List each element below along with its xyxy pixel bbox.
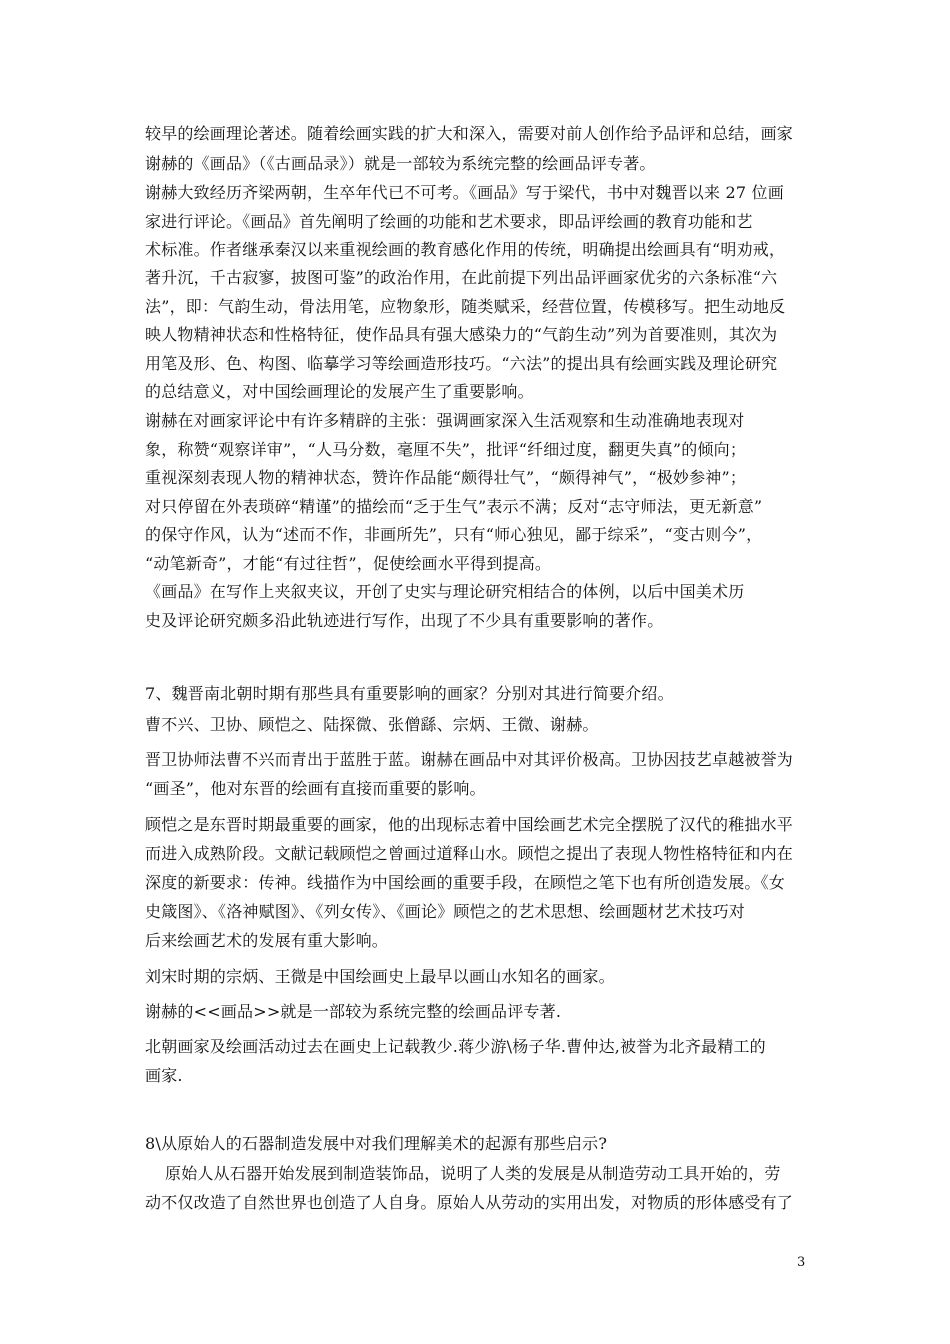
text-line: 而进入成熟阶段。文献记载顾恺之曾画过道释山水。顾恺之提出了表现人物性格特征和内在 — [145, 844, 794, 863]
text-line: 顾恺之是东晋时期最重要的画家，他的出现标志着中国绘画艺术完全摆脱了汉代的稚拙水平 — [145, 815, 794, 834]
question-heading: 7、魏晋南北朝时期有那些具有重要影响的画家？分别对其进行简要介绍。 — [145, 684, 674, 703]
text-line: 家进行评论。《画品》首先阐明了绘画的功能和艺术要求，即品评绘画的教育功能和艺 — [145, 212, 753, 231]
text-line: 术标准。作者继承秦汉以来重视绘画的教育感化作用的传统，明确提出绘画具有“明劝戒， — [145, 240, 786, 259]
text-line: 深度的新要求：传神。线描作为中国绘画的重要手段，在顾恺之笔下也有所创造发展。《女 — [145, 873, 786, 892]
text-line: “画圣”，他对东晋的绘画有直接而重要的影响。 — [145, 779, 486, 798]
text-line: 晋卫协师法曹不兴而青出于蓝胜于蓝。谢赫在画品中对其评价极高。卫协因技艺卓越被誉为 — [145, 750, 794, 769]
text-line: 著升沉，千古寂寥，披图可鉴”的政治作用，在此前提下列出品评画家优劣的六条标准“六 — [145, 268, 778, 287]
text-line: 刘宋时期的宗炳、王微是中国绘画史上最早以画山水知名的画家。 — [145, 967, 615, 986]
text-line: “动笔新奇”，才能“有过往哲”，促使绘画水平得到提高。 — [145, 554, 552, 573]
text-line: 北朝画家及绘画活动过去在画史上记载教少.蒋少游\杨子华.曹仲达,被誉为北齐最精工的 — [145, 1037, 766, 1056]
text-line: 谢赫的<<画品>>就是一部较为系统完整的绘画品评专著. — [145, 1002, 562, 1021]
text-line: 谢赫大致经历齐梁两朝，生卒年代已不可考。《画品》写于梁代，书中对魏晋以来 27 位画 — [145, 183, 784, 202]
text-line: 用笔及形、色、构图、临摹学习等绘画造形技巧。“六法”的提出具有绘画实践及理论研究 — [145, 354, 778, 373]
text-line: 的保守作风，认为“述而不作，非画所先”，只有“师心独见，鄙于综采”，“变古则今”， — [145, 525, 763, 544]
text-line: 《画品》在写作上夹叙夹议，开创了史实与理论研究相结合的体例，以后中国美术历 — [145, 582, 745, 601]
text-line: 史箴图》、《洛神赋图》、《列女传》、《画论》顾恺之的艺术思想、绘画题材艺术技巧对 — [145, 902, 746, 921]
text-line: 谢赫的《画品》（《古画品录》）就是一部较为系统完整的绘画品评专著。 — [145, 154, 656, 173]
page-number: 3 — [797, 1255, 806, 1270]
text-line: 对只停留在外表琐碎“精谨”的描绘而“乏于生气”表示不满；反对“志守师法，更无新意” — [145, 497, 763, 516]
question-heading: 8\从原始人的石器制造发展中对我们理解美术的起源有那些启示? — [145, 1134, 608, 1153]
text-line: 史及评论研究颇多沿此轨迹进行写作，出现了不少具有重要影响的著作。 — [145, 611, 664, 630]
text-line: 画家. — [145, 1066, 183, 1085]
text-line: 后来绘画艺术的发展有重大影响。 — [145, 931, 389, 950]
text-line: 的总结意义，对中国绘画理论的发展产生了重要影响。 — [145, 382, 534, 401]
text-line: 重视深刻表现人物的精神状态，赞许作品能“颇得壮气”，“颇得神气”，“极妙参神”； — [145, 468, 747, 487]
text-line: 较早的绘画理论著述。随着绘画实践的扩大和深入，需要对前人创作给予品评和总结，画家 — [145, 124, 794, 143]
text-line: 法”，即：气韵生动，骨法用笔，应物象形，随类赋采，经营位置，传模移写。把生动地反 — [145, 297, 786, 316]
text-line: 曹不兴、卫协、顾恺之、陆探微、张僧繇、宗炳、王微、谢赫。 — [145, 715, 599, 734]
text-line: 原始人从石器开始发展到制造装饰品，说明了人类的发展是从制造劳动工具开始的，劳 — [165, 1164, 781, 1183]
text-line: 映人物精神状态和性格特征，使作品具有强大感染力的“气韵生动”列为首要准则，其次为 — [145, 325, 778, 344]
text-line: 谢赫在对画家评论中有许多精辟的主张：强调画家深入生活观察和生动准确地表现对 — [145, 411, 745, 430]
text-line: 象，称赞“观察详审”，“人马分数，毫厘不失”，批评“纤细过度，翻更失真”的倾向； — [145, 440, 747, 459]
text-line: 动不仅改造了自然世界也创造了人自身。原始人从劳动的实用出发，对物质的形体感受有了 — [145, 1193, 794, 1212]
